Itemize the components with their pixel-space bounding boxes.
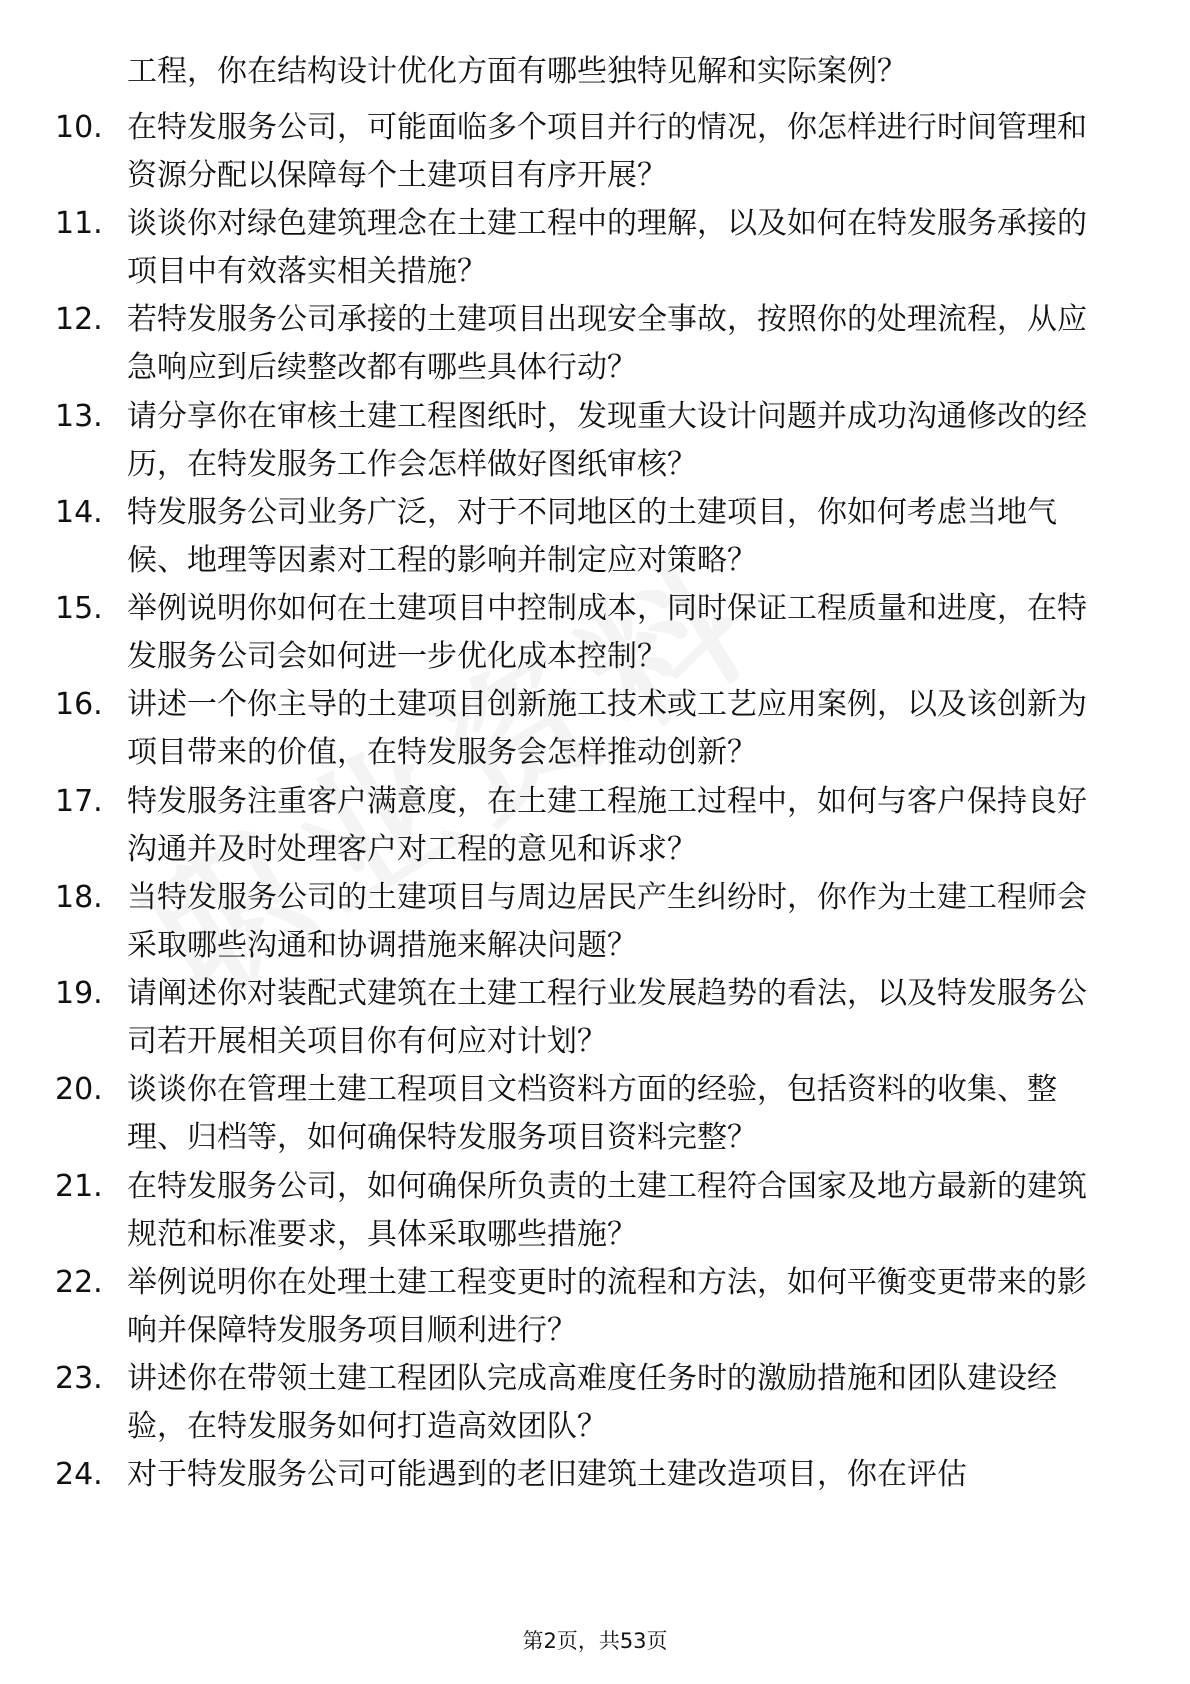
question-number: 21.	[55, 1169, 103, 1204]
question-text: 对于特发服务公司可能遇到的老旧建筑土建改造项目，你在评估	[127, 1457, 967, 1492]
continuation-text: 工程，你在结构设计优化方面有哪些独特见解和实际案例？	[127, 54, 907, 89]
question-number: 10.	[55, 110, 103, 145]
question-text: 举例说明你如何在土建项目中控制成本，同时保证工程质量和进度，在特发服务公司会如何进一步优化成本控制？	[127, 591, 1087, 674]
question-text: 讲述你在带领土建工程团队完成高难度任务时的激励措施和团队建设经验，在特发服务如何打造高效团队？	[127, 1361, 1057, 1444]
question-text: 请阐述你对装配式建筑在土建工程行业发展趋势的看法，以及特发服务公司若开展相关项目你有何应对计划？	[127, 976, 1087, 1059]
question-text: 举例说明你在处理土建工程变更时的流程和方法，如何平衡变更带来的影响并保障特发服务项目顺利进行？	[127, 1265, 1087, 1348]
question-text: 若特发服务公司承接的土建项目出现安全事故，按照你的处理流程，从应急响应到后续整改都有哪些具体行动？	[127, 302, 1087, 385]
question-number: 15.	[55, 591, 103, 626]
question-number: 19.	[55, 976, 103, 1011]
question-number: 17.	[55, 784, 103, 819]
question-text: 在特发服务公司，如何确保所负责的土建工程符合国家及地方最新的建筑规范和标准要求，具体采取哪些措施？	[127, 1169, 1087, 1252]
question-item-12	[0, 296, 1190, 408]
question-number: 12.	[55, 302, 103, 337]
question-number: 13.	[55, 399, 103, 434]
question-number: 11.	[55, 206, 103, 241]
question-number: 14.	[55, 495, 103, 530]
page-footer: 第2页，共53页	[522, 1629, 668, 1653]
question-text: 谈谈你在管理土建工程项目文档资料方面的经验，包括资料的收集、整理、归档等，如何确保特发服务项目资料完整？	[127, 1072, 1057, 1155]
question-item-16	[0, 681, 1190, 793]
question-number: 22.	[55, 1265, 103, 1300]
question-item-20	[0, 1066, 1190, 1178]
question-text: 讲述一个你主导的土建项目创新施工技术或工艺应用案例，以及该创新为项目带来的价值，在特发服务会怎样推动创新？	[127, 687, 1087, 770]
question-number: 20.	[55, 1072, 103, 1107]
question-text: 当特发服务公司的土建项目与周边居民产生纠纷时，你作为土建工程师会采取哪些沟通和协调措施来解决问题？	[127, 880, 1087, 963]
question-item-24	[0, 1451, 1190, 1507]
question-text: 谈谈你对绿色建筑理念在土建工程中的理解，以及如何在特发服务承接的项目中有效落实相关措施？	[127, 206, 1087, 289]
question-number: 16.	[55, 687, 103, 722]
question-text: 特发服务公司业务广泛，对于不同地区的土建项目，你如何考虑当地气候、地理等因素对工程的影响并制定应对策略？	[127, 495, 1057, 578]
question-number: 18.	[55, 880, 103, 915]
question-text: 请分享你在审核土建工程图纸时，发现重大设计问题并成功沟通修改的经历，在特发服务工作会怎样做好图纸审核？	[127, 399, 1087, 482]
question-text: 特发服务注重客户满意度，在土建工程施工过程中，如何与客户保持良好沟通并及时处理客户对工程的意见和诉求？	[127, 784, 1087, 867]
question-number: 24.	[55, 1457, 103, 1492]
question-text: 在特发服务公司，可能面临多个项目并行的情况，你怎样进行时间管理和资源分配以保障每个土建项目有序开展？	[127, 110, 1087, 193]
question-number: 23.	[55, 1361, 103, 1396]
